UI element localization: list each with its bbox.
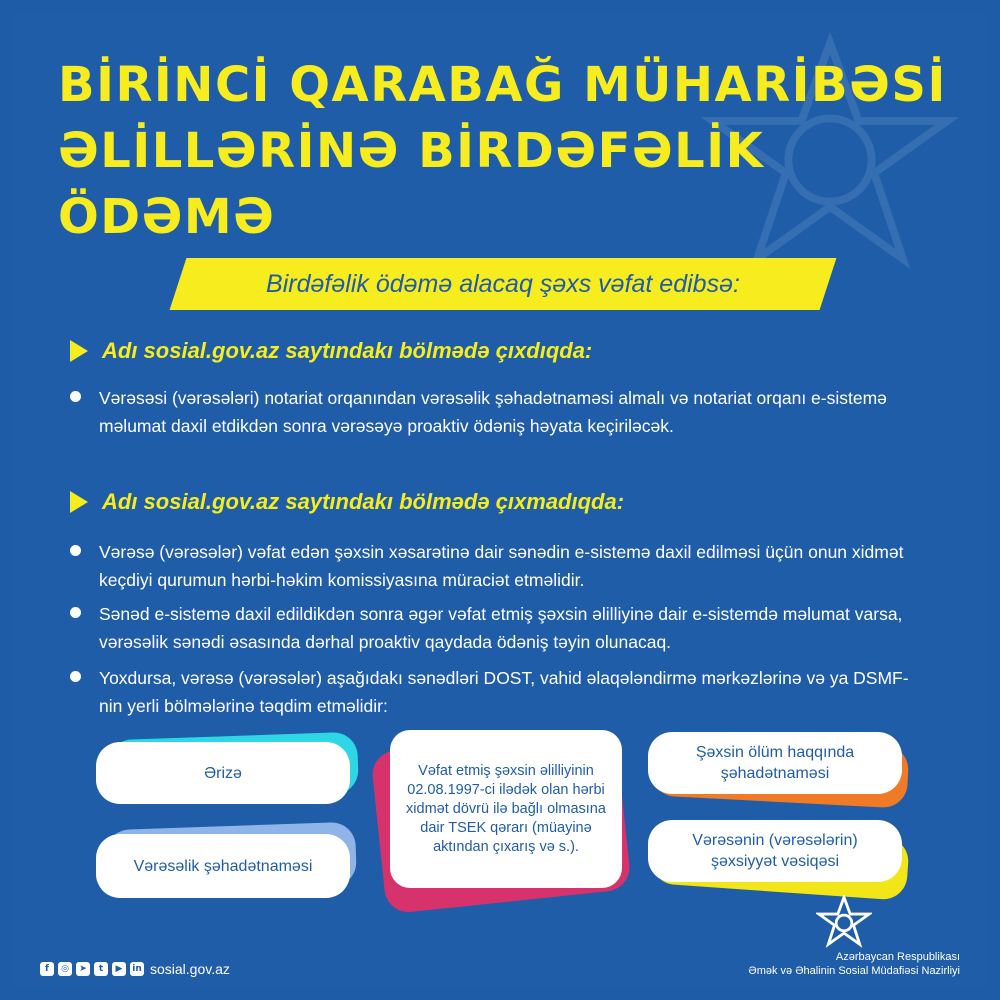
list-item: Sənəd e-sistemə daxil edildikdən sonra əgər vəfat etmiş şəxsin əlilliyinə dair e-sistemdə məlumat varsa, vərəsəlik sənədi əsasında dərhal proaktiv qaydada ödəniş təyin olunacaq. [70,600,930,656]
facebook-icon[interactable]: f [40,962,54,976]
ministry-name: Azərbaycan Respublikası Əmək və Əhalinin Sosial Müdafiəsi Nazirliyi [748,951,960,977]
instagram-icon[interactable]: ◎ [58,962,72,976]
triangle-bullet-icon [70,491,88,513]
social-icons [40,962,144,976]
section-heading-found: Adı sosial.gov.az saytındakı bölmədə çıxdıqda: [70,338,592,364]
bullet-dot-icon [70,607,81,618]
bullet-dot-icon [70,391,81,402]
document-card-death-certificate: Şəxsin ölüm haqqında şəhadətnaməsi [648,732,902,794]
telegram-icon[interactable]: ➤ [76,962,90,976]
document-card-application: Ərizə [96,742,350,804]
website-link[interactable]: sosial.gov.az [150,961,230,977]
list-item: Yoxdursa, vərəsə (vərəsələr) aşağıdakı sənədləri DOST, vahid əlaqələndirmə mərkəzlərinə və ya DSMF-nin yerli bölmələrinə təqdim etməlidir: [70,664,930,720]
bullet-dot-icon [70,545,81,556]
title-line-1: BİRİNCİ QARABAĞ MÜHARİBƏSİ [58,57,947,113]
ministry-emblem-icon [816,895,872,951]
subtitle: Birdəfəlik ödəmə alacaq şəxs vəfat edibsə: [266,269,740,298]
youtube-icon[interactable]: ▶ [112,962,126,976]
title-line-2: ƏLİLLƏRİNƏ BİRDƏFƏLİK [58,123,765,179]
document-card-inheritance-certificate: Vərəsəlik şəhadətnaməsi [96,834,350,898]
title-line-3: ÖDƏMƏ [58,189,276,245]
triangle-bullet-icon [70,340,88,362]
twitter-icon[interactable]: t [94,962,108,976]
page-title [58,52,947,250]
section-heading-not-found: Adı sosial.gov.az saytındakı bölmədə çıxmadıqda: [70,489,624,515]
bullet-dot-icon [70,671,81,682]
list-item: Vərəsə (vərəsələr) vəfat edən şəxsin xəsarətinə dair sənədin e-sistemə daxil edilməsi üçün onun xidmət keçdiyi qurumun hərbi-həkim komissiyasına müraciət etməlidir. [70,538,930,594]
linkedin-icon[interactable]: in [130,962,144,976]
document-card-heir-id: Vərəsənin (vərəsələrin) şəxsiyyət vəsiqəsi [648,820,902,882]
list-item: Vərəsəsi (vərəsələri) notariat orqanından vərəsəlik şəhadətnaməsi almalı və notariat orqanı e-sistemə məlumat daxil etdikdən sonra vərəsəyə proaktiv ödəniş həyata keçiriləcək. [70,384,930,440]
document-card-tsek-decision: Vəfat etmiş şəxsin əlilliyinin 02.08.1997-ci ilədək olan hərbi xidmət dövrü ilə bağlı olmasına dair TSEK qərarı (müayinə aktından çıxarış və s.). [390,730,622,888]
